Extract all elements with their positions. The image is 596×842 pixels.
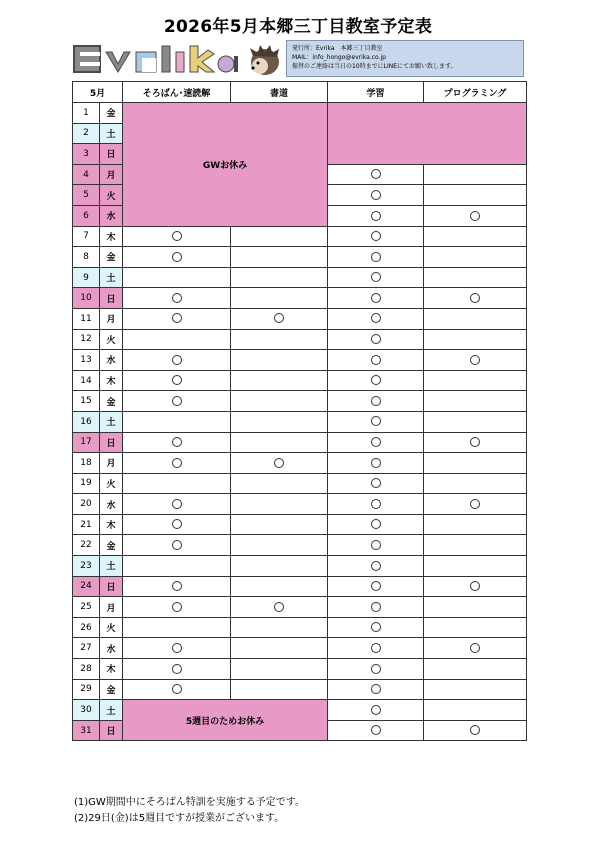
cell-shodo — [231, 473, 328, 494]
circle-icon — [371, 190, 381, 200]
circle-icon — [470, 725, 480, 735]
circle-icon — [172, 602, 182, 612]
day-of-week: 日 — [100, 144, 123, 165]
circle-icon — [371, 252, 381, 262]
circle-icon — [172, 684, 182, 694]
day-of-week: 火 — [100, 473, 123, 494]
cell-programming — [424, 535, 527, 556]
cell-programming — [424, 700, 527, 721]
cell-gakushu — [328, 535, 424, 556]
cell-shodo — [231, 247, 328, 268]
table-row — [73, 535, 527, 556]
circle-icon — [172, 355, 182, 365]
table-row — [73, 350, 527, 371]
table-row — [73, 432, 527, 453]
circle-icon — [172, 313, 182, 323]
circle-icon — [371, 375, 381, 385]
day-of-week: 水 — [100, 494, 123, 515]
day-number: 8 — [73, 247, 100, 268]
cell-programming — [424, 391, 527, 412]
schedule-body — [73, 103, 527, 741]
circle-icon — [371, 478, 381, 488]
cell-programming — [424, 679, 527, 700]
day-number: 5 — [73, 185, 100, 206]
circle-icon — [371, 416, 381, 426]
cell-shodo — [231, 494, 328, 515]
circle-icon — [371, 396, 381, 406]
cell-soroban — [123, 226, 231, 247]
cell-gakushu — [328, 659, 424, 680]
table-row — [73, 494, 527, 515]
table-row — [73, 556, 527, 577]
day-number: 6 — [73, 205, 100, 226]
table-row — [73, 473, 527, 494]
circle-icon — [470, 211, 480, 221]
circle-icon — [172, 643, 182, 653]
table-row — [73, 617, 527, 638]
cell-soroban — [123, 597, 231, 618]
cell-shodo — [231, 288, 328, 309]
table-row — [73, 267, 527, 288]
cell-soroban — [123, 473, 231, 494]
circle-icon — [371, 355, 381, 365]
notes — [74, 795, 305, 827]
cell-gakushu — [328, 576, 424, 597]
cell-gakushu — [328, 164, 424, 185]
circle-icon — [172, 581, 182, 591]
day-of-week: 土 — [100, 556, 123, 577]
cell-programming — [424, 638, 527, 659]
holiday-block: GWお休み — [123, 103, 328, 227]
makeup-notice-line: 振替のご連絡は当日の10時までにLINEにてお願い致します。 — [292, 63, 457, 70]
circle-icon — [371, 684, 381, 694]
day-of-week: 木 — [100, 370, 123, 391]
day-of-week: 火 — [100, 185, 123, 206]
cell-soroban — [123, 350, 231, 371]
mail-line: MAIL：info_hongo@evrika.co.jp — [292, 54, 386, 61]
cell-shodo — [231, 411, 328, 432]
cell-shodo — [231, 617, 328, 638]
table-row — [73, 226, 527, 247]
cell-shodo — [231, 267, 328, 288]
cell-soroban — [123, 679, 231, 700]
circle-icon — [371, 622, 381, 632]
circle-icon — [274, 313, 284, 323]
cell-shodo — [231, 597, 328, 618]
holiday-block — [328, 103, 527, 165]
hedgehog-icon — [250, 45, 279, 75]
day-of-week: 日 — [100, 576, 123, 597]
day-number: 24 — [73, 576, 100, 597]
circle-icon — [371, 458, 381, 468]
circle-icon — [371, 437, 381, 447]
cell-programming — [424, 659, 527, 680]
cell-soroban — [123, 576, 231, 597]
day-number: 29 — [73, 679, 100, 700]
day-number: 13 — [73, 350, 100, 371]
cell-soroban — [123, 514, 231, 535]
circle-icon — [371, 643, 381, 653]
table-row — [73, 308, 527, 329]
cell-gakushu — [328, 391, 424, 412]
cell-gakushu — [328, 370, 424, 391]
circle-icon — [371, 211, 381, 221]
cell-gakushu — [328, 700, 424, 721]
circle-icon — [371, 293, 381, 303]
day-of-week: 金 — [100, 103, 123, 124]
day-of-week: 木 — [100, 514, 123, 535]
circle-icon — [371, 231, 381, 241]
cell-programming — [424, 432, 527, 453]
cell-gakushu — [328, 350, 424, 371]
cell-gakushu — [328, 494, 424, 515]
cell-programming — [424, 329, 527, 350]
cell-programming — [424, 617, 527, 638]
day-number: 19 — [73, 473, 100, 494]
day-number: 14 — [73, 370, 100, 391]
circle-icon — [371, 499, 381, 509]
cell-programming — [424, 453, 527, 474]
day-of-week: 金 — [100, 679, 123, 700]
circle-icon — [172, 664, 182, 674]
day-of-week: 火 — [100, 617, 123, 638]
day-of-week: 土 — [100, 411, 123, 432]
cell-gakushu — [328, 556, 424, 577]
table-row — [73, 247, 527, 268]
note-item: (2)29日(金)は5週目ですが授業がございます。 — [74, 813, 285, 824]
day-of-week: 水 — [100, 350, 123, 371]
circle-icon — [172, 519, 182, 529]
cell-shodo — [231, 576, 328, 597]
holiday-block: 5週目のためお休み — [123, 700, 328, 741]
circle-icon — [470, 581, 480, 591]
day-number: 22 — [73, 535, 100, 556]
day-number: 9 — [73, 267, 100, 288]
day-number: 30 — [73, 700, 100, 721]
day-of-week: 木 — [100, 226, 123, 247]
circle-icon — [371, 581, 381, 591]
cell-soroban — [123, 453, 231, 474]
circle-icon — [371, 725, 381, 735]
cell-soroban — [123, 308, 231, 329]
day-number: 15 — [73, 391, 100, 412]
page-title: 2026年5月本郷三丁目教室予定表 — [163, 17, 433, 37]
day-number: 28 — [73, 659, 100, 680]
circle-icon — [172, 437, 182, 447]
circle-icon — [371, 602, 381, 612]
day-number: 17 — [73, 432, 100, 453]
day-of-week: 木 — [100, 659, 123, 680]
day-number: 23 — [73, 556, 100, 577]
day-number: 12 — [73, 329, 100, 350]
cell-gakushu — [328, 679, 424, 700]
circle-icon — [371, 705, 381, 715]
cell-programming — [424, 411, 527, 432]
day-of-week: 金 — [100, 247, 123, 268]
cell-gakushu — [328, 617, 424, 638]
cell-programming — [424, 494, 527, 515]
cell-shodo — [231, 514, 328, 535]
header-soroban: そろばん･速読解 — [123, 82, 231, 103]
circle-icon — [274, 602, 284, 612]
cell-shodo — [231, 226, 328, 247]
day-of-week: 水 — [100, 205, 123, 226]
cell-programming — [424, 350, 527, 371]
day-number: 11 — [73, 308, 100, 329]
table-row — [73, 411, 527, 432]
cell-shodo — [231, 432, 328, 453]
cell-gakushu — [328, 432, 424, 453]
circle-icon — [470, 437, 480, 447]
day-of-week: 月 — [100, 453, 123, 474]
cell-gakushu — [328, 205, 424, 226]
day-number: 16 — [73, 411, 100, 432]
table-row — [73, 453, 527, 474]
cell-shodo — [231, 329, 328, 350]
cell-programming — [424, 164, 527, 185]
circle-icon — [172, 375, 182, 385]
cell-programming — [424, 308, 527, 329]
cell-soroban — [123, 329, 231, 350]
header-gakushu: 学習 — [328, 82, 424, 103]
day-number: 31 — [73, 720, 100, 741]
circle-icon — [371, 664, 381, 674]
header-shodo: 書道 — [231, 82, 328, 103]
cell-gakushu — [328, 720, 424, 741]
cell-programming — [424, 288, 527, 309]
circle-icon — [470, 643, 480, 653]
circle-icon — [172, 540, 182, 550]
cell-gakushu — [328, 329, 424, 350]
circle-icon — [371, 540, 381, 550]
day-number: 1 — [73, 103, 100, 124]
circle-icon — [172, 252, 182, 262]
cell-programming — [424, 226, 527, 247]
day-of-week: 金 — [100, 391, 123, 412]
cell-gakushu — [328, 473, 424, 494]
day-number: 4 — [73, 164, 100, 185]
cell-shodo — [231, 370, 328, 391]
cell-programming — [424, 247, 527, 268]
cell-programming — [424, 370, 527, 391]
cell-shodo — [231, 350, 328, 371]
day-number: 3 — [73, 144, 100, 165]
cell-soroban — [123, 494, 231, 515]
cell-shodo — [231, 556, 328, 577]
cell-gakushu — [328, 247, 424, 268]
circle-icon — [172, 396, 182, 406]
table-row — [73, 514, 527, 535]
table-row — [73, 659, 527, 680]
day-number: 25 — [73, 597, 100, 618]
contact-info-box — [286, 40, 524, 77]
cell-soroban — [123, 659, 231, 680]
day-number: 18 — [73, 453, 100, 474]
cell-soroban — [123, 617, 231, 638]
logo-letters — [74, 46, 238, 72]
table-row — [73, 638, 527, 659]
cell-gakushu — [328, 185, 424, 206]
cell-gakushu — [328, 453, 424, 474]
cell-soroban — [123, 370, 231, 391]
circle-icon — [371, 334, 381, 344]
circle-icon — [371, 313, 381, 323]
day-of-week: 水 — [100, 638, 123, 659]
table-row — [73, 679, 527, 700]
cell-gakushu — [328, 514, 424, 535]
cell-programming — [424, 576, 527, 597]
cell-gakushu — [328, 597, 424, 618]
day-of-week: 土 — [100, 123, 123, 144]
cell-shodo — [231, 659, 328, 680]
circle-icon — [172, 499, 182, 509]
day-of-week: 火 — [100, 329, 123, 350]
cell-programming — [424, 720, 527, 741]
circle-icon — [470, 293, 480, 303]
day-of-week: 日 — [100, 432, 123, 453]
circle-icon — [371, 519, 381, 529]
circle-icon — [371, 169, 381, 179]
day-number: 27 — [73, 638, 100, 659]
day-number: 20 — [73, 494, 100, 515]
cell-shodo — [231, 391, 328, 412]
cell-soroban — [123, 391, 231, 412]
table-row — [73, 576, 527, 597]
day-of-week: 日 — [100, 720, 123, 741]
publisher-line: 発行所：Evrika 本郷三丁目教室 — [292, 45, 383, 52]
circle-icon — [371, 272, 381, 282]
circle-icon — [172, 293, 182, 303]
cell-shodo — [231, 638, 328, 659]
table-row — [73, 370, 527, 391]
day-of-week: 月 — [100, 164, 123, 185]
cell-soroban — [123, 432, 231, 453]
cell-programming — [424, 514, 527, 535]
cell-programming — [424, 597, 527, 618]
cell-shodo — [231, 308, 328, 329]
cell-programming — [424, 556, 527, 577]
circle-icon — [172, 458, 182, 468]
day-of-week: 日 — [100, 288, 123, 309]
table-row — [73, 700, 527, 721]
circle-icon — [470, 499, 480, 509]
cell-shodo — [231, 679, 328, 700]
cell-soroban — [123, 267, 231, 288]
cell-programming — [424, 185, 527, 206]
cell-gakushu — [328, 411, 424, 432]
cell-gakushu — [328, 226, 424, 247]
cell-gakushu — [328, 267, 424, 288]
schedule-table — [72, 81, 527, 741]
header-month: 5月 — [73, 82, 123, 103]
cell-soroban — [123, 535, 231, 556]
table-row — [73, 288, 527, 309]
day-of-week: 土 — [100, 700, 123, 721]
day-number: 7 — [73, 226, 100, 247]
cell-soroban — [123, 556, 231, 577]
day-number: 10 — [73, 288, 100, 309]
cell-soroban — [123, 247, 231, 268]
note-item: (1)GW期間中にそろばん特訓を実施する予定です。 — [74, 797, 306, 808]
circle-icon — [274, 458, 284, 468]
day-number: 26 — [73, 617, 100, 638]
cell-gakushu — [328, 288, 424, 309]
table-row — [73, 103, 527, 124]
cell-shodo — [231, 535, 328, 556]
cell-soroban — [123, 638, 231, 659]
circle-icon — [371, 561, 381, 571]
day-of-week: 土 — [100, 267, 123, 288]
table-row — [73, 391, 527, 412]
cell-gakushu — [328, 638, 424, 659]
cell-soroban — [123, 288, 231, 309]
table-row — [73, 329, 527, 350]
circle-icon — [172, 231, 182, 241]
cell-programming — [424, 267, 527, 288]
evrika-logo — [72, 40, 284, 78]
circle-icon — [470, 355, 480, 365]
day-number: 21 — [73, 514, 100, 535]
cell-gakushu — [328, 308, 424, 329]
cell-programming — [424, 205, 527, 226]
header-programming: プログラミング — [424, 82, 527, 103]
cell-soroban — [123, 411, 231, 432]
day-of-week: 金 — [100, 535, 123, 556]
cell-programming — [424, 473, 527, 494]
day-of-week: 月 — [100, 597, 123, 618]
cell-shodo — [231, 453, 328, 474]
day-number: 2 — [73, 123, 100, 144]
day-of-week: 月 — [100, 308, 123, 329]
table-header-row — [73, 82, 527, 103]
table-row — [73, 597, 527, 618]
